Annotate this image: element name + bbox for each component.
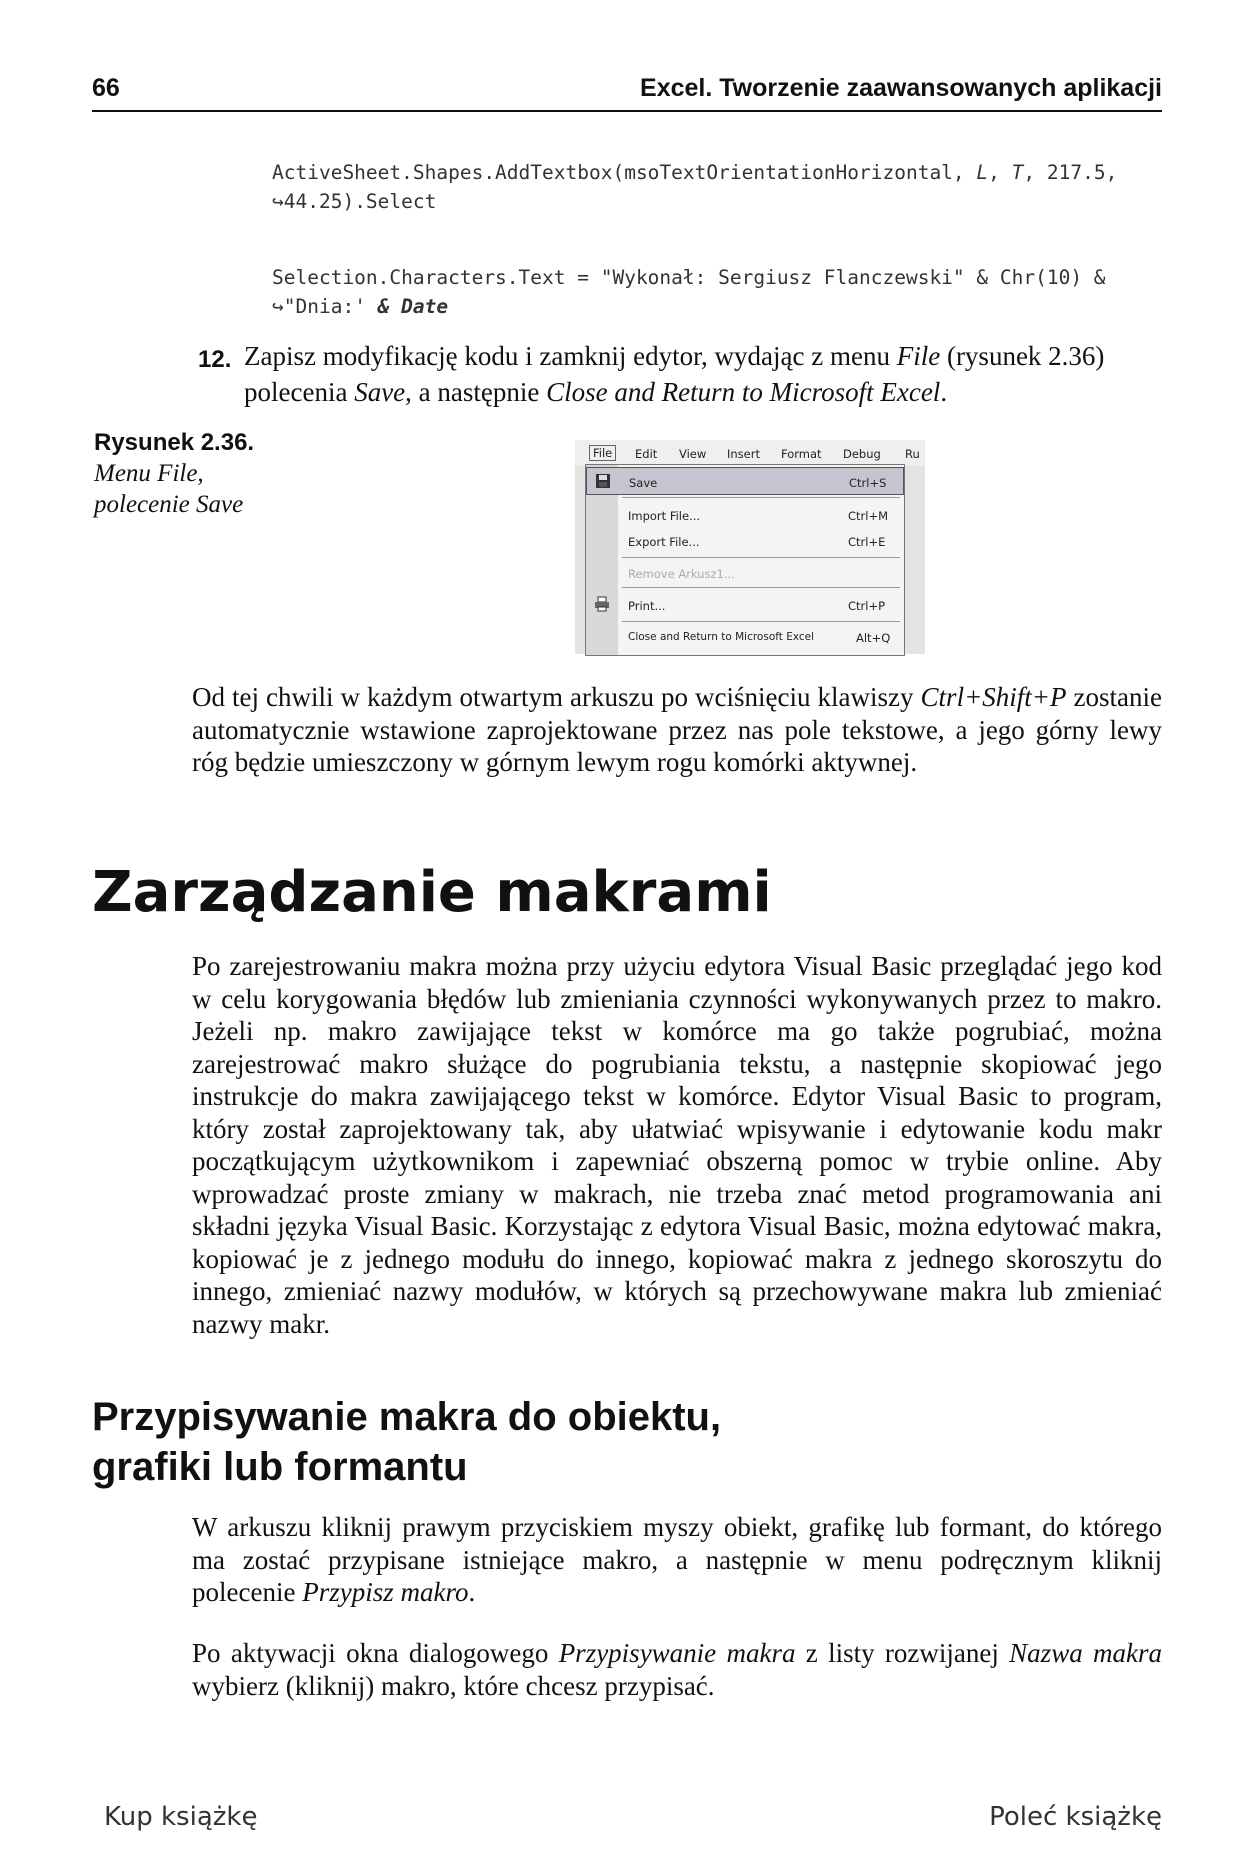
text-run: , a następnie bbox=[405, 377, 547, 407]
menu-item-import-file[interactable] bbox=[586, 501, 904, 529]
text-run: Od tej chwili w każdym otwartym arkuszu po wciśnięciu klawiszy bbox=[192, 682, 921, 712]
line-continuation-arrow-icon: ↪ bbox=[272, 295, 284, 318]
code-text: "Dnia:' bbox=[283, 295, 378, 318]
heading-line: grafiki lub formantu bbox=[92, 1445, 468, 1489]
paragraph-ctrl-shift-p bbox=[192, 681, 1162, 779]
heading-line: Przypisywanie makra do obiektu, bbox=[92, 1395, 722, 1439]
buy-book-link[interactable]: Kup książkę bbox=[104, 1802, 258, 1832]
line-continuation-arrow-icon: ↪ bbox=[272, 190, 284, 213]
text-run: . bbox=[468, 1577, 476, 1607]
figure-description: polecenie Save bbox=[94, 491, 244, 518]
page-header bbox=[92, 70, 1162, 112]
paragraph-managing-macros: Po zarejestrowaniu makra można przy użyciu edytora Visual Basic przeglądać jego kod w celu korygowania błędów lub zmieniania czynności wykonywanych przez to makro. Jeżeli np. makro zawijające tekst w komórce ma go także pogrubiać, można zarejestrować makro służące do pogrubiania tekstu, a następnie skopiować jego instrukcje do makra zawijającego tekst w komórce. Edytor Visual Basic to program, który został zaprojektowany tak, aby ułatwiać wpisywanie i edytowanie kodu makr początkującym użytkownikom i zapewniać obszerną pomoc w trybie online. Aby wprowadzać proste zmiany w makrach, nie trzeba znać metod programowania ani składni języka Visual Basic. Korzystając z edytora Visual Basic, można edytować makra, kopiować je z jednego modułu do innego, kopiować makra z jednego skoroszytu do innego, zmieniać nazwy modułów, w których są przechowywane makra lub zmieniać nazwy makr. bbox=[192, 951, 1162, 1339]
vbe-file-menu-screenshot bbox=[575, 440, 925, 654]
text-run: z listy rozwijanej bbox=[795, 1638, 1010, 1668]
menu-item-shortcut: Ctrl+P bbox=[848, 599, 886, 613]
menu-separator bbox=[622, 587, 900, 588]
code-text: ActiveSheet.Shapes.AddTextbox(msoTextOrientationHorizontal, bbox=[272, 161, 977, 184]
recommend-book-link[interactable]: Poleć książkę bbox=[989, 1802, 1162, 1832]
code-text: , 217.5, bbox=[1023, 161, 1118, 184]
menu-item-export-file[interactable] bbox=[586, 527, 904, 555]
paragraph-dialog bbox=[192, 1637, 1162, 1702]
menu-item-label: Remove Arkusz1... bbox=[628, 567, 735, 581]
keyboard-shortcut: Ctrl+Shift+P bbox=[920, 682, 1067, 712]
menu-file[interactable]: File bbox=[589, 445, 616, 461]
printer-icon bbox=[594, 596, 610, 612]
code-param-L: L bbox=[976, 161, 989, 184]
code-text: , bbox=[988, 161, 1012, 184]
menu-debug[interactable]: Debug bbox=[843, 447, 881, 461]
dialog-name: Przypisywanie makra bbox=[558, 1638, 796, 1668]
step-number: 12. bbox=[198, 346, 232, 373]
text-run: . bbox=[940, 377, 948, 407]
code-text: 44.25).Select bbox=[283, 190, 437, 213]
subsection-heading bbox=[92, 1392, 992, 1492]
text-run: wybierz (kliknij) makro, które chcesz przypisać. bbox=[192, 1670, 715, 1701]
code-text: Selection.Characters.Text = "Wykonał: Sergiusz Flanczewski" & Chr(10) & bbox=[272, 266, 1106, 289]
menu-item-shortcut: Ctrl+M bbox=[848, 509, 889, 523]
text-run: Po aktywacji okna dialogowego bbox=[192, 1638, 559, 1668]
command-name: Przypisz makro bbox=[302, 1577, 469, 1607]
menu-item-shortcut: Alt+Q bbox=[856, 631, 891, 645]
menu-item-print[interactable] bbox=[586, 591, 904, 619]
menu-item-remove bbox=[586, 559, 904, 587]
text-run: W arkuszu kliknij prawym przyciskiem myszy obiekt, grafikę lub formant, do którego ma zostać przypisane istniejące makro, a następnie w menu podręcznym kliknij polecenie bbox=[192, 1512, 1162, 1607]
menu-format[interactable]: Format bbox=[781, 447, 822, 461]
section-heading: Zarządzanie makrami bbox=[92, 860, 772, 925]
paragraph-assign-macro bbox=[192, 1511, 1162, 1609]
page-number: 66 bbox=[92, 74, 120, 102]
text-run: File bbox=[896, 341, 941, 371]
file-menu-dropdown bbox=[585, 464, 905, 656]
text-run: Close and Return to Microsoft Excel bbox=[546, 377, 941, 407]
code-block-2 bbox=[272, 263, 1106, 321]
figure-label: Rysunek 2.36. bbox=[94, 429, 255, 456]
menu-edit[interactable]: Edit bbox=[635, 447, 658, 461]
figure-caption bbox=[94, 428, 274, 520]
text-run: Zapisz modyfikację kodu i zamknij edytor, wydając z menu bbox=[244, 341, 897, 371]
menu-item-label: Save bbox=[629, 476, 658, 490]
code-text: & Date bbox=[377, 295, 449, 318]
figure-description: Menu File, bbox=[94, 460, 204, 487]
running-title: Excel. Tworzenie zaawansowanych aplikacji bbox=[640, 74, 1162, 102]
menu-item-shortcut: Ctrl+S bbox=[849, 476, 887, 490]
menu-view[interactable]: View bbox=[679, 447, 707, 461]
menu-item-label: Import File... bbox=[628, 509, 701, 523]
menu-run[interactable]: Ru bbox=[905, 447, 920, 461]
floppy-disk-icon bbox=[595, 473, 611, 489]
menu-item-close-and-return[interactable] bbox=[586, 623, 904, 651]
code-param-T: T bbox=[1011, 161, 1024, 184]
step-text bbox=[244, 338, 1124, 410]
menu-item-label: Close and Return to Microsoft Excel bbox=[628, 631, 815, 643]
text-run: Save bbox=[354, 377, 406, 407]
code-block-1 bbox=[272, 158, 1117, 216]
menu-item-label: Print... bbox=[628, 599, 666, 613]
menu-item-save[interactable] bbox=[586, 467, 904, 495]
menu-item-label: Export File... bbox=[628, 535, 700, 549]
menu-separator bbox=[622, 557, 900, 558]
text-run: (rysunek 2.36) polecenia bbox=[244, 341, 1105, 407]
list-name: Nazwa makra bbox=[1009, 1638, 1162, 1668]
menu-separator bbox=[622, 497, 900, 498]
menu-bar bbox=[575, 440, 925, 466]
menu-separator bbox=[622, 621, 900, 622]
menu-item-shortcut: Ctrl+E bbox=[848, 535, 886, 549]
menu-insert[interactable]: Insert bbox=[727, 447, 760, 461]
text-run: zostanie automatycznie wstawione zaprojektowane przez nas pole tekstowe, a jego górny lewy róg będzie umieszczony w górnym lewym rogu komórki aktywnej. bbox=[192, 682, 1162, 777]
